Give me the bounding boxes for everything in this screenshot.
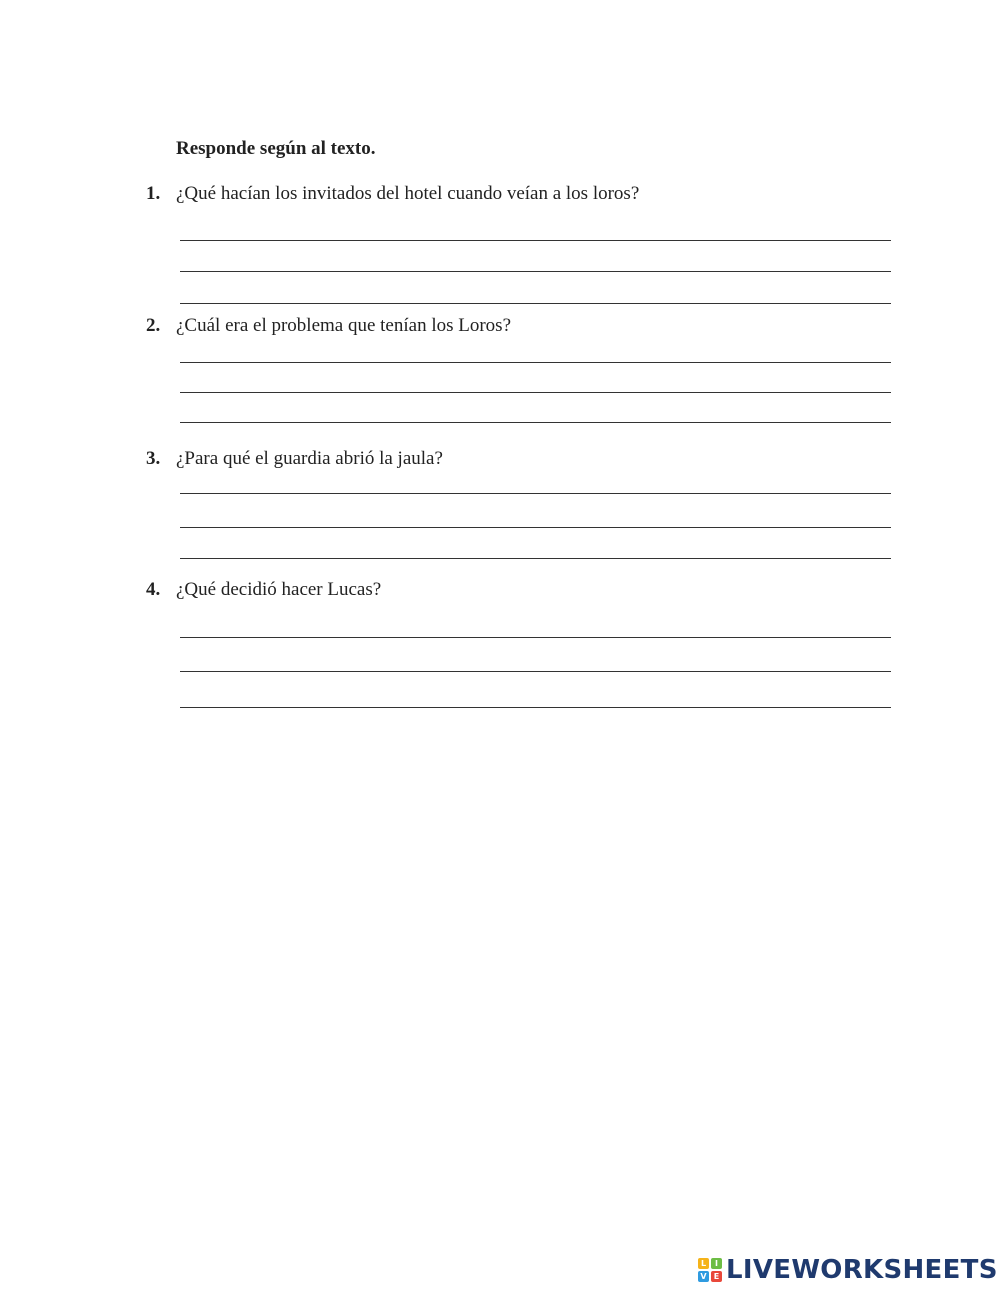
question-4 — [146, 579, 906, 609]
question-number: 1. — [146, 183, 161, 204]
answer-line[interactable] — [180, 392, 891, 393]
question-1 — [146, 183, 906, 213]
liveworksheets-brand — [698, 1255, 998, 1285]
answer-line[interactable] — [180, 271, 891, 272]
logo-tile: E — [711, 1271, 722, 1282]
question-text: ¿Para qué el guardia abrió la jaula? — [176, 448, 443, 469]
answer-line[interactable] — [180, 240, 891, 241]
brand-name: LIVEWORKSHEETS — [726, 1255, 998, 1285]
instruction-heading: Responde según al texto. — [176, 138, 376, 159]
answer-line[interactable] — [180, 671, 891, 672]
logo-tile: I — [711, 1258, 722, 1269]
answer-line[interactable] — [180, 493, 891, 494]
question-text: ¿Cuál era el problema que tenían los Loros? — [176, 315, 512, 336]
logo-tile: V — [698, 1271, 709, 1282]
liveworksheets-logo-icon — [698, 1258, 722, 1282]
question-3 — [146, 448, 906, 478]
question-number: 2. — [146, 315, 161, 336]
answer-line[interactable] — [180, 707, 891, 708]
answer-line[interactable] — [180, 558, 891, 559]
question-2 — [146, 315, 906, 345]
answer-line[interactable] — [180, 303, 891, 304]
question-number: 4. — [146, 579, 161, 600]
question-text: ¿Qué hacían los invitados del hotel cuando veían a los loros? — [176, 183, 640, 204]
answer-line[interactable] — [180, 362, 891, 363]
question-number: 3. — [146, 448, 161, 469]
answer-line[interactable] — [180, 637, 891, 638]
question-text: ¿Qué decidió hacer Lucas? — [176, 579, 382, 600]
logo-tile: L — [698, 1258, 709, 1269]
answer-line[interactable] — [180, 422, 891, 423]
answer-line[interactable] — [180, 527, 891, 528]
